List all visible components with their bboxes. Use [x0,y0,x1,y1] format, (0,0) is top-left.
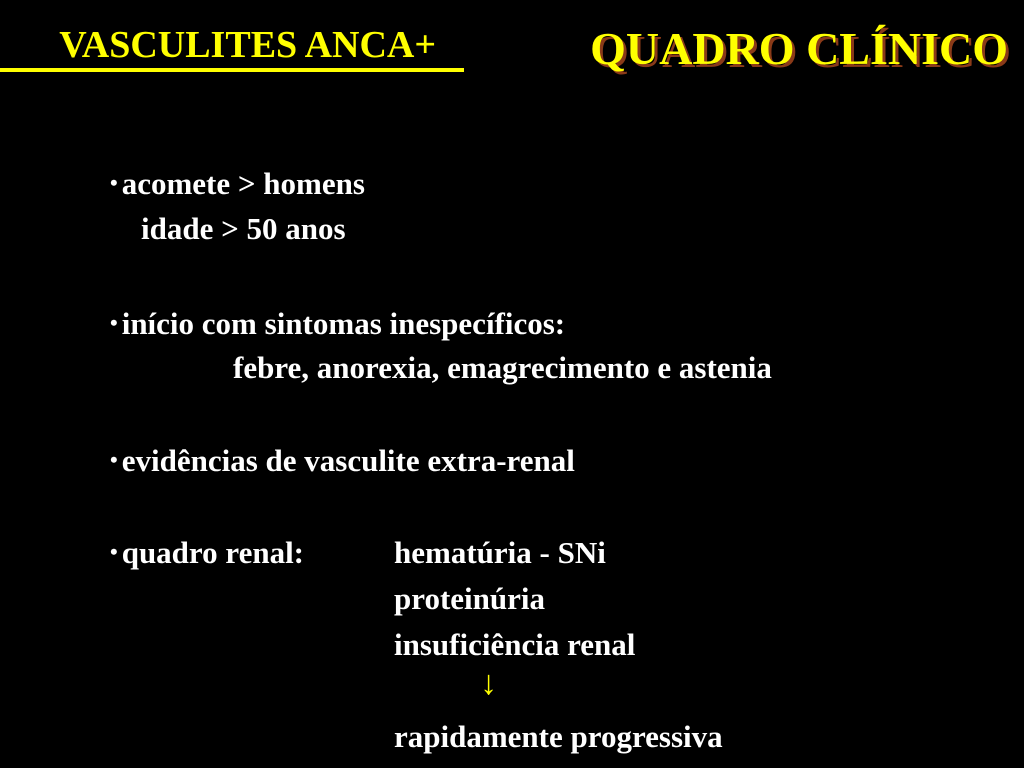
item-2-line-2: febre, anorexia, emagrecimento e astenia [233,350,772,385]
item-1-line-2: idade > 50 anos [141,211,346,246]
item-4-label: quadro renal: [121,535,305,570]
title-left-text: VASCULITES ANCA+ [59,24,436,66]
bullet-item-1 [110,164,365,207]
bullet-icon: • [110,447,118,472]
bullet-item-2 [110,304,565,347]
bullet-item-4 [110,533,304,576]
slide-title-right: QUADRO CLÍNICO [590,23,1008,74]
bullet-icon: • [110,170,118,195]
down-arrow-icon: ↓ [480,665,497,702]
bullet-icon: • [110,539,118,564]
bullet-item-3 [110,441,575,484]
renal-finding-2: proteinúria [394,581,545,616]
slide-title-left [0,22,464,72]
renal-finding-1: hematúria - SNi [394,535,606,570]
item-3-line-1: evidências de vasculite extra-renal [121,443,575,478]
item-1-line-1: acomete > homens [121,166,365,201]
item-2-line-1: início com sintomas inespecíficos: [121,306,566,341]
renal-finding-3: insuficiência renal [394,627,636,662]
renal-conclusion: rapidamente progressiva [394,719,723,754]
bullet-icon: • [110,310,118,335]
